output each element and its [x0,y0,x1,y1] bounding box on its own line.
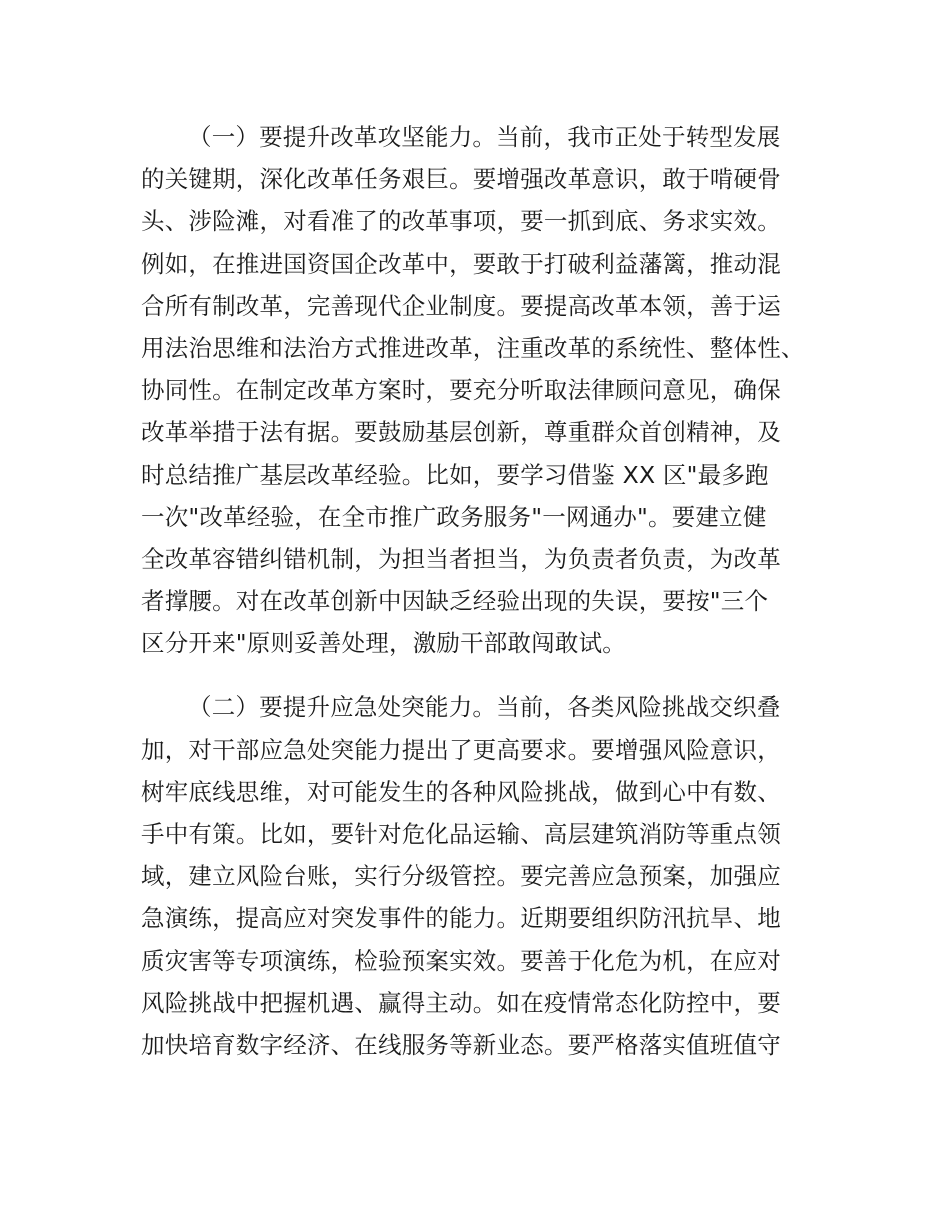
text-line: 的关键期，深化改革任务艰巨。要增强改革意识，敢于啃硬骨 [141,165,781,194]
text-line: 例如，在推进国资国企改革中，要敢于打破利益藩篱，推动混 [141,249,781,278]
text-line: 用法治思维和法治方式推进改革，注重改革的系统性、整体性、 [141,333,805,362]
text-line: 者撑腰。对在改革创新中因缺乏经验出现的失误，要按"三个 [141,587,769,616]
text-line: 手中有策。比如，要针对危化品运输、高层建筑消防等重点领 [141,820,781,848]
text-line: 加，对干部应急处突能力提出了更高要求。要增强风险意识， [141,735,781,764]
paragraph-emergency-capability [141,686,831,1066]
text-line: 头、涉险滩，对看准了的改革事项，要一抓到底、务求实效。 [141,207,781,236]
text-line: 区分开来"原则妥善处理，激励干部敢闯敢试。 [141,629,627,658]
paragraph-reform-capability [141,116,831,664]
text-line: （二）要提升应急处突能力。当前，各类风险挑战交织叠 [188,693,781,722]
text-line: 全改革容错纠错机制，为担当者担当，为负责者负责，为改革 [141,544,781,573]
text-line: 风险挑战中把握机遇、赢得主动。如在疫情常态化防控中，要 [141,988,781,1017]
document-body [141,116,831,1066]
text-line: 质灾害等专项演练，检验预案实效。要善于化危为机，在应对 [141,946,781,975]
text-line: 合所有制改革，完善现代企业制度。要提高改革本领，善于运 [141,291,781,320]
paragraph-spacer [141,664,831,686]
text-line: 一次"改革经验，在全市推广政务服务"一网通办"。要建立健 [141,502,767,531]
text-line: 树牢底线思维，对可能发生的各种风险挑战，做到心中有数、 [141,777,781,806]
text-line: （一）要提升改革攻坚能力。当前，我市正处于转型发展 [188,123,781,151]
text-line: 急演练，提高应对突发事件的能力。近期要组织防汛抗旱、地 [141,904,781,933]
text-line: 协同性。在制定改革方案时，要充分听取法律顾问意见，确保 [141,376,781,405]
text-line: 域，建立风险台账，实行分级管控。要完善应急预案，加强应 [141,862,781,891]
text-line: 改革举措于法有据。要鼓励基层创新，尊重群众首创精神，及 [141,418,781,447]
text-line: 加快培育数字经济、在线服务等新业态。要严格落实值班值守 [141,1030,781,1059]
text-line: 时总结推广基层改革经验。比如，要学习借鉴 XX 区"最多跑 [141,460,769,489]
